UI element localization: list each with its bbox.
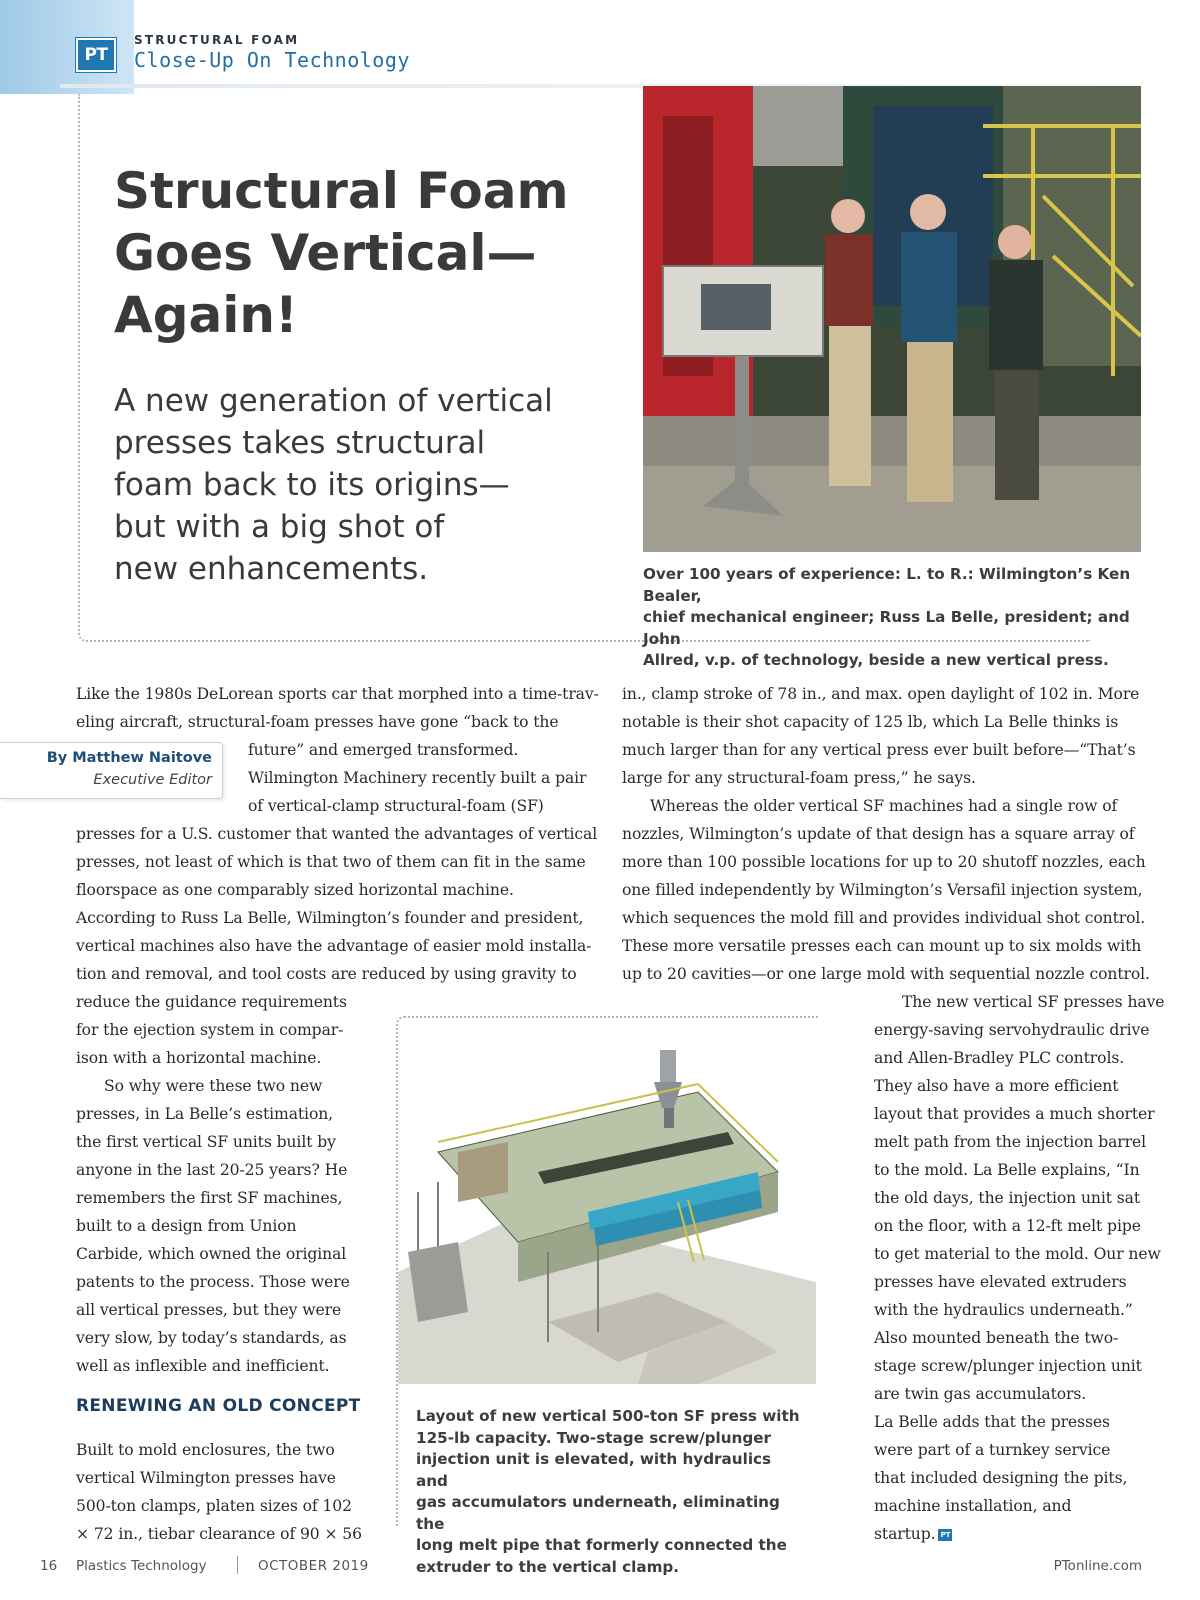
body-line: × 72 in., tiebar clearance of 90 × 56	[76, 1525, 362, 1543]
body-line: in., clamp stroke of 78 in., and max. open daylight of 102 in. More	[622, 685, 1140, 703]
author-name: By Matthew Naitove	[46, 750, 212, 766]
body-line: Like the 1980s DeLorean sports car that morphed into a time-trav-	[76, 685, 599, 703]
body-line: with the hydraulics underneath.”	[874, 1301, 1133, 1319]
body-line: startup. PT	[874, 1524, 952, 1544]
publication-name: Plastics Technology	[76, 1558, 207, 1574]
body-line: vertical Wilmington presses have	[76, 1469, 336, 1487]
figure-caption: Layout of new vertical 500-ton SF press with 125-lb capacity. Two-stage screw/plunger injection unit is elevated, with hydraulics and gas accumulators underneath, eliminating the long melt pipe that formerly connected the extruder to the vertical clamp.	[416, 1407, 800, 1576]
section-kicker: STRUCTURAL FOAM	[134, 33, 300, 47]
body-line: These more versatile presses each can mount up to six molds with	[622, 937, 1142, 955]
body-line: reduce the guidance requirements	[76, 993, 347, 1011]
pt-logo: PT	[76, 38, 116, 72]
body-line: nozzles, Wilmington’s update of that design has a square array of	[622, 825, 1135, 843]
body-line: patents to the process. Those were	[76, 1273, 350, 1291]
body-line: notable is their shot capacity of 125 lb, which La Belle thinks is	[622, 713, 1119, 731]
body-line: of vertical-clamp structural-foam (SF)	[248, 797, 544, 815]
body-line: floorspace as one comparably sized horizontal machine.	[76, 881, 514, 899]
body-line: large for any structural-foam press,” he says.	[622, 769, 976, 787]
body-line: presses, not least of which is that two of them can fit in the same	[76, 853, 586, 871]
body-line: up to 20 cavities—or one large mold with sequential nozzle control.	[622, 965, 1150, 983]
body-line: future” and emerged transformed.	[248, 741, 519, 759]
body-line: much larger than for any vertical press ever built before—“That’s	[622, 741, 1136, 759]
body-line: Also mounted beneath the two-	[874, 1329, 1119, 1347]
body-line: energy-saving servohydraulic drive	[874, 1021, 1150, 1039]
body-line: to get material to the mold. Our new	[874, 1245, 1161, 1263]
body-line: Carbide, which owned the original	[76, 1245, 347, 1263]
byline	[0, 742, 223, 799]
page-number: 16	[40, 1558, 58, 1574]
body-line: Whereas the older vertical SF machines had a single row of	[650, 797, 1118, 815]
body-line: very slow, by today’s standards, as	[76, 1329, 347, 1347]
body-line: well as inflexible and inefficient.	[76, 1357, 330, 1375]
body-line: more than 100 possible locations for up to 20 shutoff nozzles, each	[622, 853, 1146, 871]
body-line: anyone in the last 20-25 years? He	[76, 1161, 348, 1179]
body-line: 500-ton clamps, platen sizes of 102	[76, 1497, 352, 1515]
body-line: the first vertical SF units built by	[76, 1133, 336, 1151]
body-line: presses for a U.S. customer that wanted the advantages of vertical	[76, 825, 598, 843]
author-role: Executive Editor	[93, 772, 212, 788]
body-line: The new vertical SF presses have	[902, 993, 1165, 1011]
press-layout-render	[398, 1022, 816, 1384]
body-line: were part of a turnkey service	[874, 1441, 1111, 1459]
body-line: ison with a horizontal machine.	[76, 1049, 322, 1067]
photo-caption: Over 100 years of experience: L. to R.: Wilmington’s Ken Bealer, chief mechanical engineer; Russ La Belle, president; and John Allred, v.p. of technology, beside a new vertical press.	[643, 565, 1131, 669]
body-line: machine installation, and	[874, 1497, 1072, 1515]
subhead: RENEWING AN OLD CONCEPT	[76, 1396, 361, 1416]
body-line: stage screw/plunger injection unit	[874, 1357, 1142, 1375]
body-line: presses, in La Belle’s estimation,	[76, 1105, 334, 1123]
section-title: Close-Up On Technology	[134, 48, 410, 72]
body-line: which sequences the mold fill and provides individual shot control.	[622, 909, 1146, 927]
body-line: presses have elevated extruders	[874, 1273, 1127, 1291]
body-line: one filled independently by Wilmington’s Versafil injection system,	[622, 881, 1143, 899]
body-line: for the ejection system in compar-	[76, 1021, 344, 1039]
footer-divider	[237, 1556, 238, 1574]
end-mark-icon: PT	[938, 1529, 952, 1541]
issue-date: OCTOBER 2019	[258, 1558, 369, 1574]
body-line: So why were these two new	[104, 1077, 323, 1095]
body-line: vertical machines also have the advantage of easier mold installa-	[76, 937, 592, 955]
body-line: the old days, the injection unit sat	[874, 1189, 1141, 1207]
body-line: eling aircraft, structural-foam presses have gone “back to the	[76, 713, 559, 731]
body-line: They also have a more efficient	[874, 1077, 1119, 1095]
body-line: Built to mold enclosures, the two	[76, 1441, 335, 1459]
body-line: layout that provides a much shorter	[874, 1105, 1155, 1123]
body-line: La Belle adds that the presses	[874, 1413, 1110, 1431]
body-line: Wilmington Machinery recently built a pair	[248, 769, 587, 787]
body-line: are twin gas accumulators.	[874, 1385, 1087, 1403]
body-line: remembers the first SF machines,	[76, 1189, 343, 1207]
website-link[interactable]: PTonline.com	[1053, 1558, 1142, 1574]
body-line: built to a design from Union	[76, 1217, 297, 1235]
article-title: Structural Foam Goes Vertical— Again!	[114, 162, 569, 344]
body-line: tion and removal, and tool costs are reduced by using gravity to	[76, 965, 577, 983]
body-line: to the mold. La Belle explains, “In	[874, 1161, 1140, 1179]
body-line: and Allen-Bradley PLC controls.	[874, 1049, 1125, 1067]
body-line: melt path from the injection barrel	[874, 1133, 1146, 1151]
article-deck: A new generation of vertical presses takes structural foam back to its origins— but with a big shot of new enhancements.	[114, 383, 553, 587]
body-line: on the floor, with a 12-ft melt pipe	[874, 1217, 1141, 1235]
body-line: all vertical presses, but they were	[76, 1301, 342, 1319]
body-line: According to Russ La Belle, Wilmington’s founder and president,	[76, 909, 584, 927]
executives-photo	[643, 86, 1141, 552]
body-line: that included designing the pits,	[874, 1469, 1128, 1487]
